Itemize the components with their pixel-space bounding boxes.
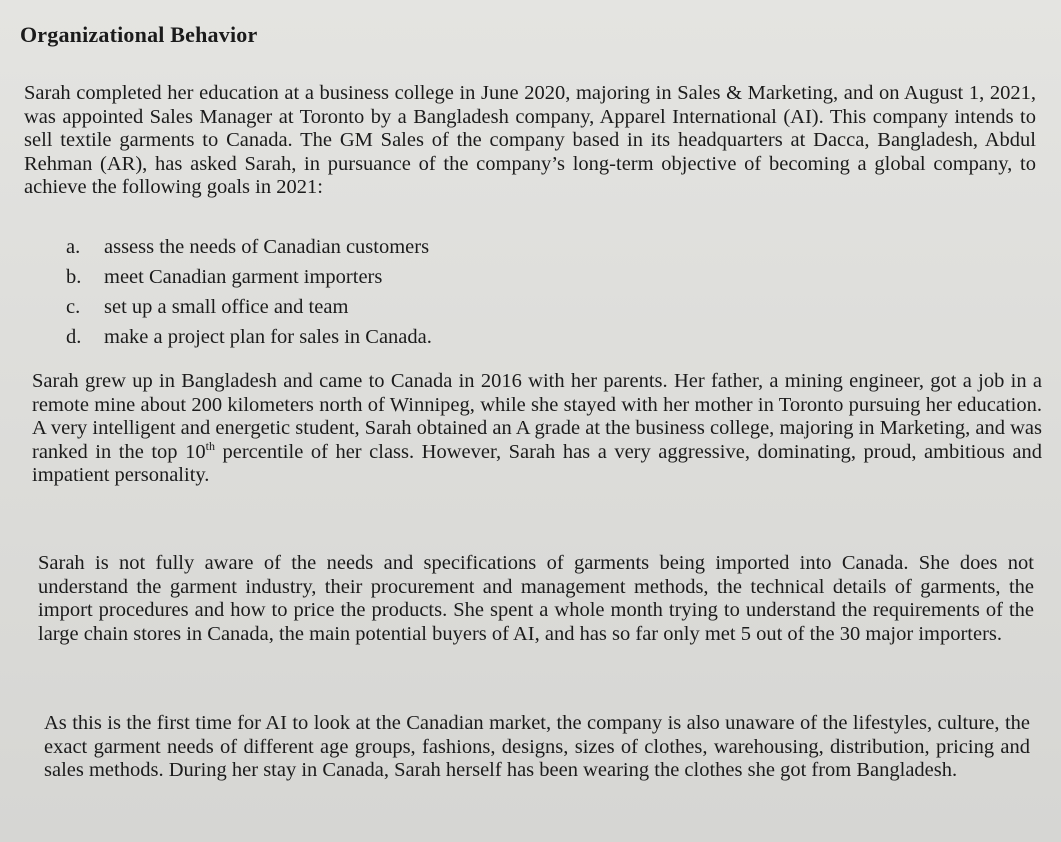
paragraph-market: As this is the first time for AI to look at the Canadian market, the company is also unaware of the lifestyles, culture, the exact garment needs of different age groups, fashions, designs, sizes of clothes, warehousing, distribution, pricing and sales methods. During her stay in Canada, Sarah herself has been wearing the clothes she got from Bangladesh. bbox=[44, 712, 1030, 781]
paragraph-background-part2: percentile of her class. However, Sarah has a very aggressive, dominating, proud, ambitious and impatient personality. bbox=[32, 440, 1042, 486]
goal-text: meet Canadian garment importers bbox=[104, 266, 383, 288]
goal-text: assess the needs of Canadian customers bbox=[104, 236, 430, 258]
ordinal-suffix: th bbox=[205, 438, 215, 453]
paragraph-background-part1: Sarah grew up in Bangladesh and came to Canada in 2016 with her parents. Her father, a mining engineer, got a job in a remote mine about 200 kilometers north of Winnipeg, while she stayed with her mother in Toronto pursuing her education. A very intelligent and energetic student, Sarah obtained an A grade at the business college, majoring in Marketing, and was ranked in the top 10 bbox=[32, 370, 1042, 463]
goal-marker: b. bbox=[66, 266, 82, 288]
goals-list bbox=[66, 232, 432, 352]
goal-text: make a project plan for sales in Canada. bbox=[104, 326, 432, 348]
goal-item bbox=[66, 292, 432, 322]
goal-marker: d. bbox=[66, 326, 82, 348]
goal-item bbox=[66, 322, 432, 352]
paragraph-background bbox=[32, 370, 1042, 488]
paragraph-intro: Sarah completed her education at a business college in June 2020, majoring in Sales & Marketing, and on August 1, 2021, was appointed Sales Manager at Toronto by a Bangladesh company, Apparel International (AI). This company intends to sell textile garments to Canada. The GM Sales of the company based in its headquarters at Dacca, Bangladesh, Abdul Rehman (AR), has asked Sarah, in pursuance of the company’s long-term objective of becoming a global company, to achieve the following goals in 2021: bbox=[24, 82, 1036, 198]
goal-item bbox=[66, 232, 432, 262]
goal-marker: a. bbox=[66, 236, 81, 258]
goal-item bbox=[66, 262, 432, 292]
paragraph-challenges: Sarah is not fully aware of the needs and specifications of garments being imported into Canada. She does not understand the garment industry, their procurement and management methods, the technical details of garments, the import procedures and how to price the products. She spent a whole month trying to understand the requirements of the large chain stores in Canada, the main potential buyers of AI, and has so far only met 5 out of the 30 major importers. bbox=[38, 552, 1034, 645]
goal-text: set up a small office and team bbox=[104, 296, 349, 318]
goal-marker: c. bbox=[66, 296, 81, 318]
document-title: Organizational Behavior bbox=[20, 22, 258, 47]
